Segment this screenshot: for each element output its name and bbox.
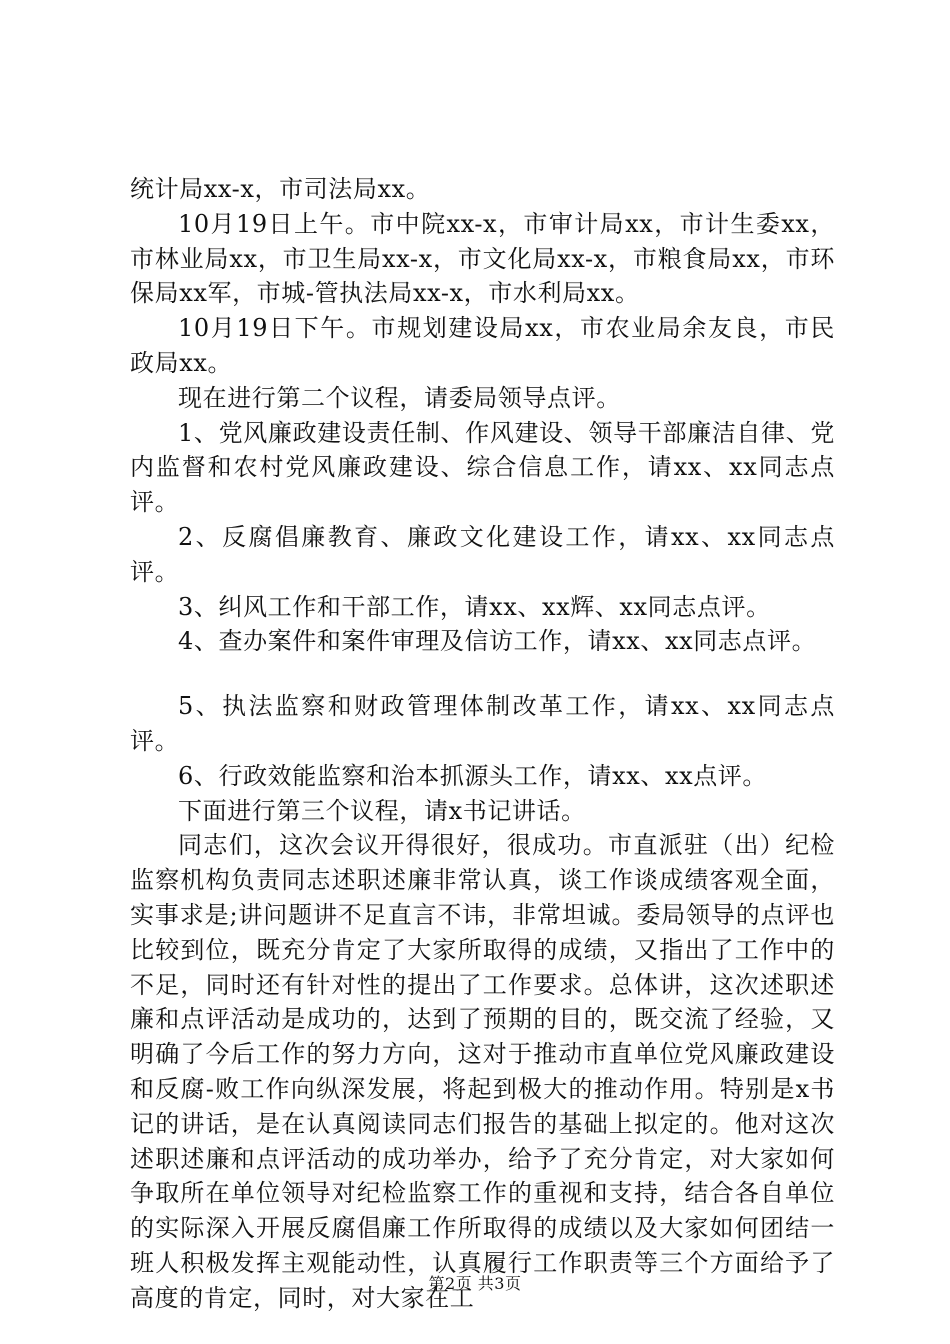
paragraph-item-4: 4、查办案件和案件审理及信访工作，请xx、xx同志点评。: [178, 627, 817, 656]
paragraph-speech: 同志们，这次会议开得很好，很成功。市直派驻（出）纪检监察机构负责同志述职述廉非常认真，谈工作谈成绩客观全面，实事求是;讲问题讲不足直言不讳，非常坦诚。委局领导的点评也比较到位，既充分肯定了大家所取得的成绩，又指出了工作中的不足，同时还有针对性的提出了工作要求。总体讲，这次述职述廉和点评活动是成功的，达到了预期的目的，既交流了经验，又明确了今后工作的努力方向，这对于推动市直单位党风廉政建设和反腐-败工作向纵深发展，将起到极大的推动作用。特别是x书记的讲话，是在认真阅读同志们报告的基础上拟定的。他对这次述职述廉和点评活动的成功举办，给予了充分肯定，对大家如何争取所在单位领导对纪检监察工作的重视和支持，结合各自单位的实际深入开展反腐倡廉工作所取得的成绩以及大家如何团结一班人积极发挥主观能动性，认真履行工作职责等三个方面给予了高度的肯定，同时，对大家在工: [130, 831, 835, 1312]
paragraph-agenda-two: 现在进行第二个议程，请委局领导点评。: [178, 383, 621, 412]
paragraph-item-2: 2、反腐倡廉教育、廉政文化建设工作，请xx、xx同志点评。: [130, 522, 835, 586]
paragraph-item-6: 6、行政效能监察和治本抓源头工作，请xx、xx点评。: [178, 761, 768, 790]
document-body: [130, 172, 835, 1316]
paragraph-continuation: 统计局xx-x，市司法局xx。: [130, 175, 431, 203]
paragraph-agenda-three: 下面进行第三个议程，请x书记讲话。: [178, 796, 586, 825]
paragraph-item-3: 3、纠风工作和干部工作，请xx、xx辉、xx同志点评。: [178, 592, 771, 621]
paragraph-gap: [130, 659, 835, 689]
page-footer: 第2页 共3页: [428, 1274, 522, 1293]
paragraph-schedule-morning: 10月19日上午。市中院xx-x，市审计局xx，市计生委xx，市林业局xx，市卫生局xx-x，市文化局xx-x，市粮食局xx，市环保局xx军，市城-管执法局xx-x，市水利局xx。: [130, 209, 835, 308]
paragraph-schedule-afternoon: 10月19日下午。市规划建设局xx，市农业局余友良，市民政局xx。: [130, 314, 835, 377]
paragraph-item-1: 1、党风廉政建设责任制、作风建设、领导干部廉洁自律、党内监督和农村党风廉政建设、综合信息工作，请xx、xx同志点评。: [130, 418, 835, 517]
paragraph-item-5: 5、执法监察和财政管理体制改革工作，请xx、xx同志点评。: [130, 692, 835, 755]
